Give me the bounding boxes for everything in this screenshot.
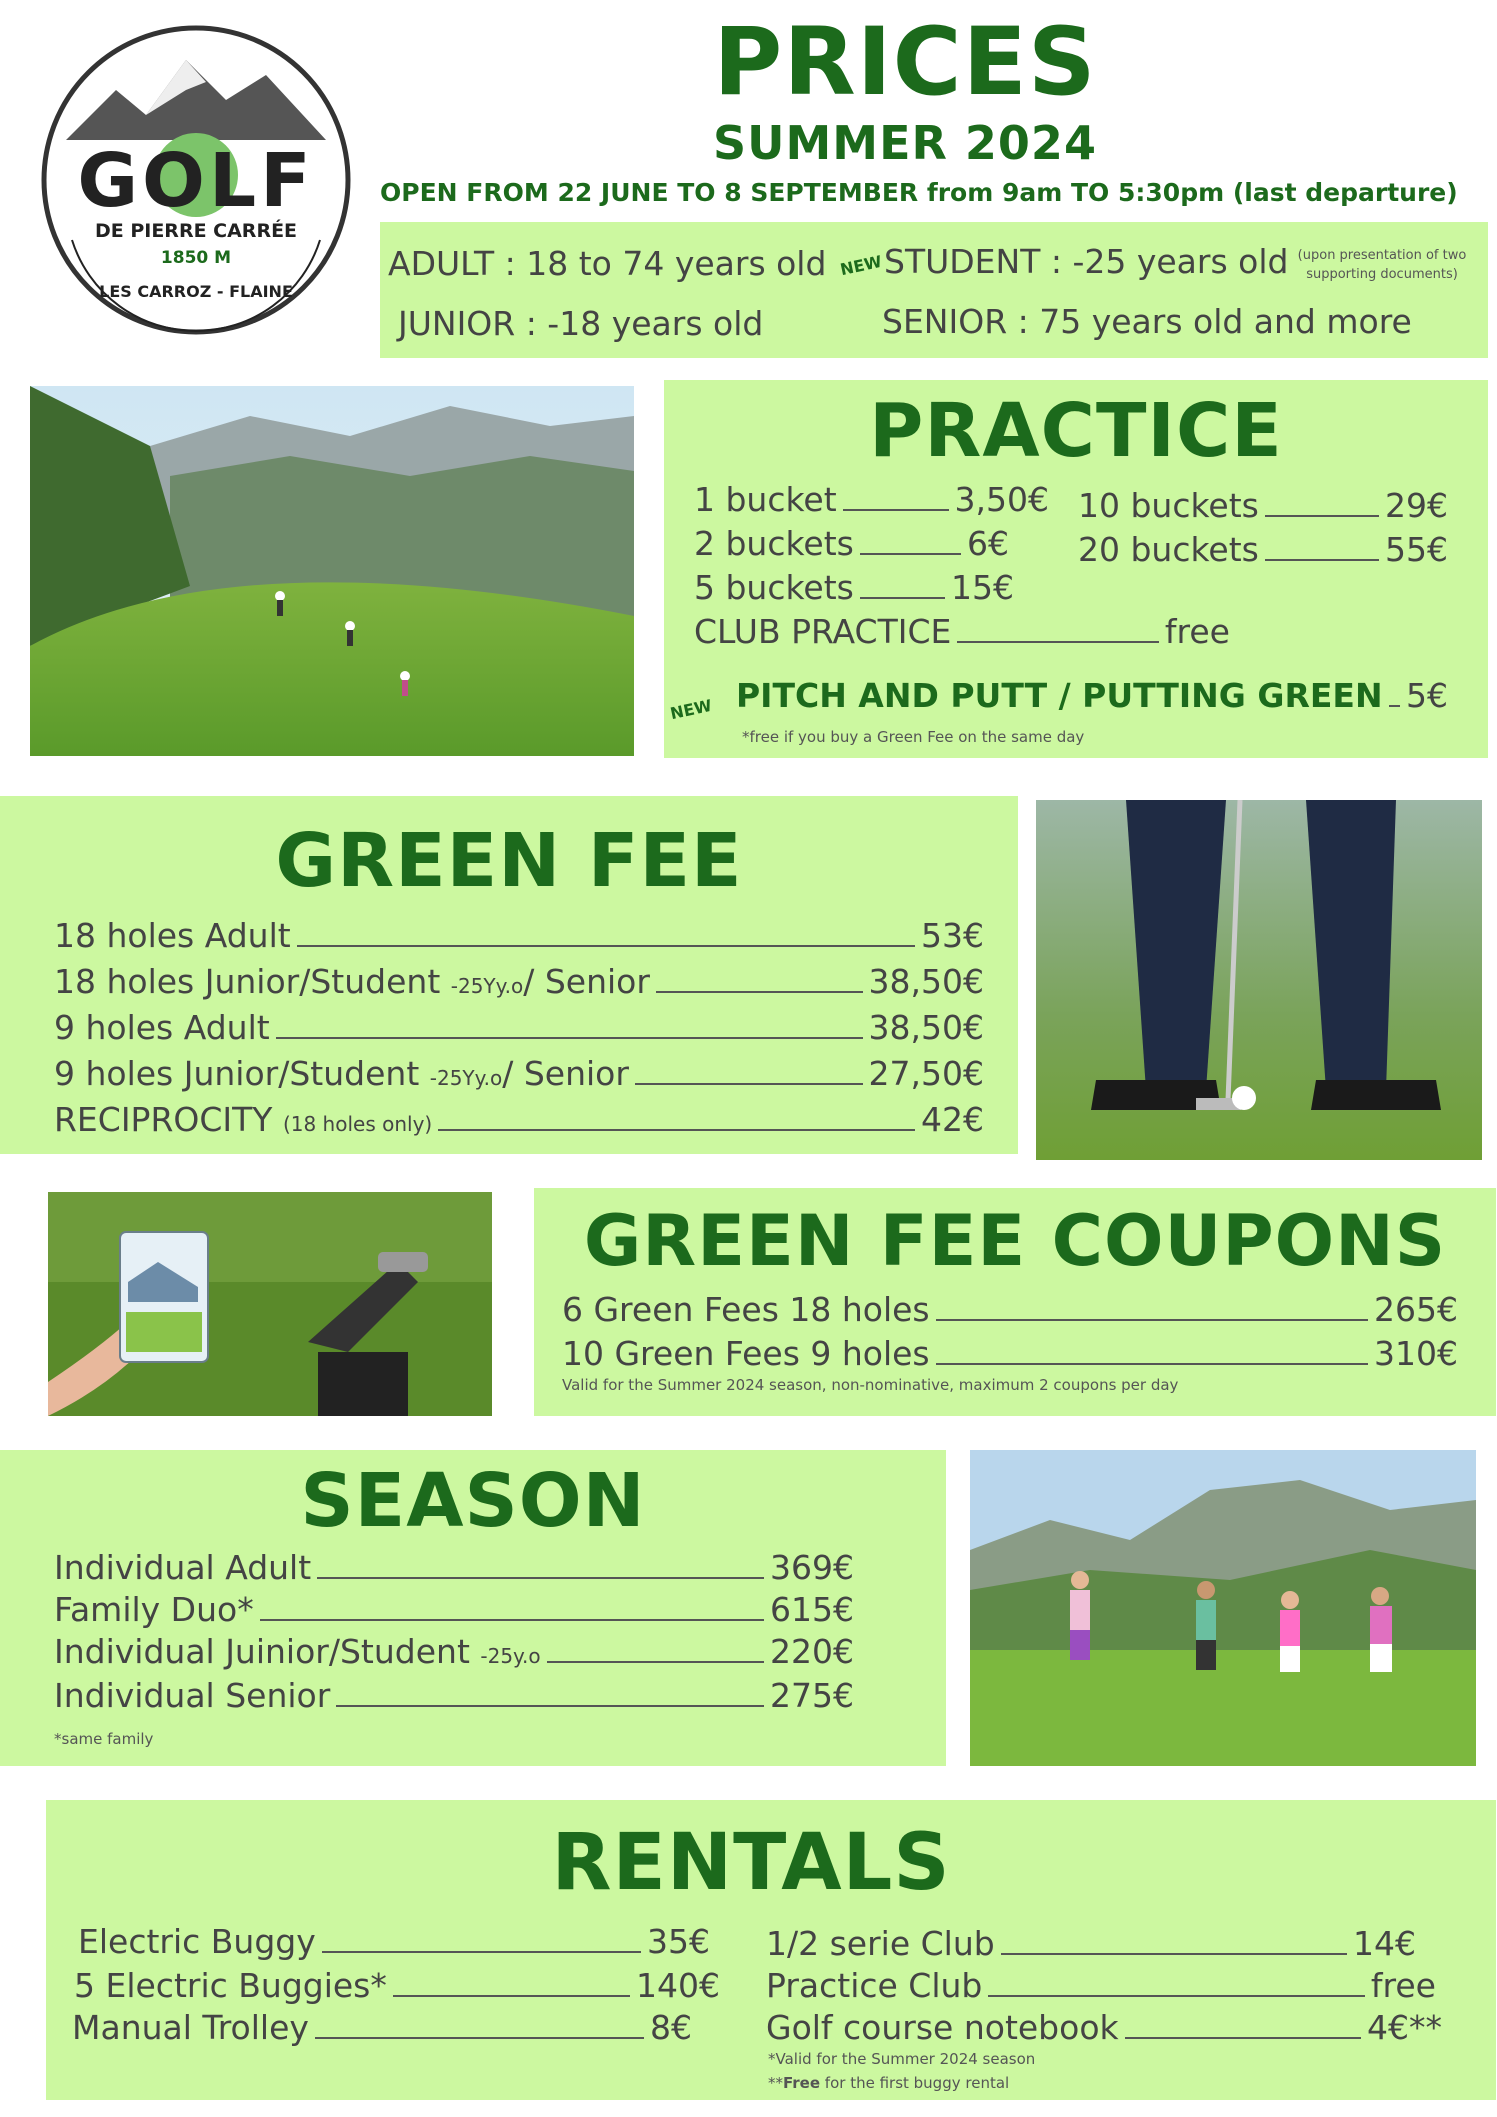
category-student-note: (upon presentation of two supporting documents) — [1297, 248, 1467, 282]
coupons-note: Valid for the Summer 2024 season, non-nominative, maximum 2 coupons per day — [562, 1376, 1179, 1394]
page-title: PRICES — [713, 8, 1097, 117]
practice-item: 20 buckets 55€ — [1078, 530, 1448, 569]
rental-row: 5 Electric Buggies* 140€ — [74, 1966, 720, 2005]
green-fee-row: 9 holes Adult 38,50€ — [54, 1008, 984, 1047]
rental-row: 1/2 serie Club 14€ — [766, 1924, 1416, 1963]
season-row: Individual Adult 369€ — [54, 1548, 854, 1587]
green-fee-row: RECIPROCITY (18 holes only) 42€ — [54, 1100, 984, 1139]
category-student: STUDENT : -25 years old — [884, 242, 1289, 281]
coupons-title: GREEN FEE COUPONS — [583, 1200, 1447, 1282]
season-note: *same family — [54, 1730, 154, 1748]
new-badge: NEW — [668, 695, 714, 724]
rental-row: Golf course notebook 4€** — [766, 2008, 1442, 2047]
practice-title: PRACTICE — [869, 388, 1283, 474]
rentals-note: *Valid for the Summer 2024 season — [768, 2050, 1036, 2068]
season-row: Individual Senior 275€ — [54, 1676, 854, 1715]
rental-row: Manual Trolley 8€ — [72, 2008, 692, 2047]
golfer-putting-photo — [1036, 800, 1482, 1160]
rental-row: Practice Club free — [766, 1966, 1436, 2005]
logo — [36, 20, 356, 340]
category-adult: ADULT : 18 to 74 years old — [388, 244, 827, 283]
mountain-fairway-photo — [30, 386, 634, 756]
green-fee-row: 18 holes Junior/Student -25Yy.o/ Senior 38,50€ — [54, 962, 984, 1001]
practice-pitch-note: *free if you buy a Green Fee on the same day — [742, 728, 1085, 746]
green-fee-row: 9 holes Junior/Student -25Yy.o/ Senior 27,50€ — [54, 1054, 984, 1093]
rentals-title: RENTALS — [551, 1818, 951, 1908]
practice-club: CLUB PRACTICE free — [694, 612, 1230, 651]
category-junior: JUNIOR : -18 years old — [398, 304, 764, 343]
rental-row: Electric Buggy 35€ — [78, 1922, 710, 1961]
green-fee-title: GREEN FEE — [275, 818, 743, 904]
category-senior: SENIOR : 75 years old and more — [882, 302, 1412, 341]
logo-name: DE PIERRE CARRÉE — [94, 220, 298, 242]
course-notebook-photo — [48, 1192, 492, 1416]
green-fee-row: 18 holes Adult 53€ — [54, 916, 984, 955]
page-subtitle: SUMMER 2024 — [713, 116, 1097, 170]
rentals-note: **Free for the first buggy rental — [768, 2074, 1010, 2092]
logo-place: LES CARROZ - FLAINE — [99, 282, 293, 301]
logo-altitude: 1850 M — [160, 248, 232, 268]
practice-item: 1 bucket 3,50€ — [694, 480, 1049, 519]
opening-hours: OPEN FROM 22 JUNE TO 8 SEPTEMBER from 9am TO 5:30pm (last departure) — [380, 178, 1458, 207]
practice-pitch: PITCH AND PUTT / PUTTING GREEN 5€ — [736, 676, 1448, 715]
season-row: Family Duo* 615€ — [54, 1590, 854, 1629]
season-row: Individual Juinior/Student -25y.o 220€ — [54, 1632, 854, 1671]
practice-item: 10 buckets 29€ — [1078, 486, 1448, 525]
coupon-row: 6 Green Fees 18 holes 265€ — [562, 1290, 1458, 1329]
golf-group-photo — [970, 1450, 1476, 1766]
new-badge: NEW — [838, 251, 884, 280]
season-title: SEASON — [300, 1458, 646, 1544]
logo-word: GOLF — [77, 138, 315, 224]
practice-item: 5 buckets 15€ — [694, 568, 1014, 607]
coupon-row: 10 Green Fees 9 holes 310€ — [562, 1334, 1458, 1373]
practice-item: 2 buckets 6€ — [694, 524, 1009, 563]
